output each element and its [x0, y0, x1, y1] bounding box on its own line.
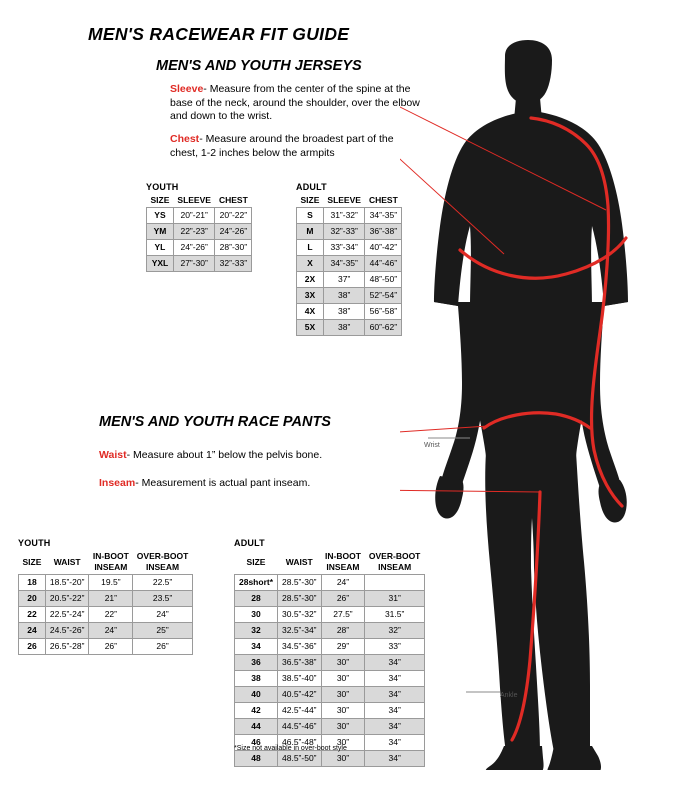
table-adult-pants: [234, 538, 425, 767]
table-row: [235, 655, 425, 671]
measure-cell: 56”-58”: [365, 304, 402, 320]
measure-cell: 30”: [321, 703, 365, 719]
table-row: [19, 591, 193, 607]
measure-cell: 22”: [89, 607, 133, 623]
section-title-pants: MEN'S AND YOUTH RACE PANTS: [99, 414, 331, 430]
size-cell: YL: [147, 240, 174, 256]
note-sleeve: [170, 83, 420, 124]
measure-cell: 28.5”-30”: [278, 575, 322, 591]
note-chest-text: - Measure around the broadest part of the chest, 1-2 inches below the armpits: [170, 133, 394, 159]
size-cell: 28: [235, 591, 278, 607]
note-inseam-keyword: Inseam: [99, 477, 136, 489]
size-cell: 20: [19, 591, 46, 607]
size-cell: 3X: [297, 288, 324, 304]
measure-cell: 60”-62”: [365, 320, 402, 336]
table-row: [297, 256, 402, 272]
size-cell: 5X: [297, 320, 324, 336]
size-cell: YS: [147, 208, 174, 224]
measure-cell: 33”-34”: [323, 240, 365, 256]
measure-cell: 34”: [365, 703, 424, 719]
measure-cell: 30”: [321, 671, 365, 687]
size-cell: 44: [235, 719, 278, 735]
table-adult-pants-label: ADULT: [234, 538, 265, 548]
size-cell: 48: [235, 751, 278, 767]
size-cell: X: [297, 256, 324, 272]
measure-cell: 34”: [365, 655, 424, 671]
measure-cell: 42.5”-44”: [278, 703, 322, 719]
table-row: [235, 671, 425, 687]
measure-cell: 23.5”: [133, 591, 192, 607]
measure-cell: 32”: [365, 623, 424, 639]
size-cell: 22: [19, 607, 46, 623]
measure-cell: 27”-30”: [173, 256, 215, 272]
measure-cell: 24”: [133, 607, 192, 623]
measure-cell: 24”-26”: [173, 240, 215, 256]
table-adult-jersey-grid: [296, 193, 402, 336]
section-title-jerseys: MEN'S AND YOUTH JERSEYS: [156, 58, 362, 74]
measure-cell: 34”-35”: [365, 208, 402, 224]
note-chest: [170, 133, 415, 160]
table-adult-jersey: [296, 182, 402, 336]
size-cell: 30: [235, 607, 278, 623]
table-adult-pants-grid: [234, 549, 425, 767]
table-row: [147, 240, 252, 256]
column-header: IN-BOOT INSEAM: [92, 551, 129, 572]
measure-cell: 38”: [323, 320, 365, 336]
column-header: CHEST: [218, 195, 248, 205]
note-inseam: [99, 477, 409, 491]
measure-cell: 25”: [133, 623, 192, 639]
size-cell: S: [297, 208, 324, 224]
table-row: [147, 208, 252, 224]
size-cell: 46: [235, 735, 278, 751]
table-adult-jersey-label: ADULT: [296, 182, 327, 192]
measure-cell: 38”: [323, 288, 365, 304]
note-waist: [99, 449, 399, 463]
table-row: [235, 639, 425, 655]
measure-cell: 28.5”-30”: [278, 591, 322, 607]
table-row: [19, 623, 193, 639]
measure-cell: 40.5”-42”: [278, 687, 322, 703]
table-row: [235, 751, 425, 767]
measure-cell: 18.5”-20”: [45, 575, 89, 591]
measure-cell: 37”: [323, 272, 365, 288]
size-cell: 36: [235, 655, 278, 671]
column-header: IN-BOOT INSEAM: [325, 551, 361, 572]
measure-cell: 38”: [323, 304, 365, 320]
footnote: *Size not available in over-boot style: [234, 745, 347, 752]
measure-cell: 44.5”-46”: [278, 719, 322, 735]
page-title: MEN'S RACEWEAR FIT GUIDE: [88, 24, 350, 44]
measure-cell: 34”: [365, 671, 424, 687]
note-inseam-text: - Measurement is actual pant inseam.: [135, 477, 311, 489]
measure-cell: 33”: [365, 639, 424, 655]
size-cell: M: [297, 224, 324, 240]
measure-cell: 34”-35”: [323, 256, 365, 272]
size-cell: 26: [19, 639, 46, 655]
size-cell: 42: [235, 703, 278, 719]
table-row: [19, 639, 193, 655]
measure-cell: 46.5”-48”: [278, 735, 322, 751]
table-row: [297, 208, 402, 224]
measure-cell: 28”-30”: [215, 240, 252, 256]
measure-cell: 48”-50”: [365, 272, 402, 288]
size-cell: L: [297, 240, 324, 256]
size-cell: YXL: [147, 256, 174, 272]
column-header: CHEST: [368, 195, 398, 205]
size-cell: 38: [235, 671, 278, 687]
measure-cell: 26.5”-28”: [45, 639, 89, 655]
table-youth-pants: [18, 538, 193, 655]
measure-cell: 34”: [365, 687, 424, 703]
note-waist-keyword: Waist: [99, 449, 127, 461]
measure-cell: 34”: [365, 751, 424, 767]
measure-cell: 48.5”-50”: [278, 751, 322, 767]
table-row: [235, 703, 425, 719]
figure-svg: [400, 40, 686, 770]
column-header: WAIST: [285, 556, 313, 567]
measure-cell: 24”: [321, 575, 365, 591]
measure-cell: 22.5”: [133, 575, 192, 591]
table-row: [235, 591, 425, 607]
size-cell: YM: [147, 224, 174, 240]
measure-cell: 34.5”-36”: [278, 639, 322, 655]
measure-cell: 24”: [89, 623, 133, 639]
column-header: SIZE: [300, 195, 320, 205]
note-chest-keyword: Chest: [170, 133, 200, 145]
measure-cell: 26”: [89, 639, 133, 655]
column-header: OVER-BOOT INSEAM: [368, 551, 421, 572]
column-header: SIZE: [22, 556, 42, 567]
note-sleeve-text: - Measure from the center of the spine at the base of the neck, around the shoulder, over the elbow and down to the wrist.: [170, 83, 420, 122]
measure-cell: 20.5”-22”: [45, 591, 89, 607]
table-row: [297, 272, 402, 288]
size-cell: 34: [235, 639, 278, 655]
note-sleeve-keyword: Sleeve: [170, 83, 204, 95]
measure-cell: 22.5”-24”: [45, 607, 89, 623]
measure-cell: 30”: [321, 751, 365, 767]
size-cell: 4X: [297, 304, 324, 320]
column-header: WAIST: [53, 556, 81, 567]
table-row: [147, 224, 252, 240]
table-row: [19, 575, 193, 591]
measure-cell: 30”: [321, 655, 365, 671]
measure-cell: 19.5”: [89, 575, 133, 591]
measure-cell: 28”: [321, 623, 365, 639]
measure-cell: 31”: [365, 591, 424, 607]
table-row: [235, 607, 425, 623]
measure-cell: 36”-38”: [365, 224, 402, 240]
measure-cell: 38.5”-40”: [278, 671, 322, 687]
size-cell: 24: [19, 623, 46, 639]
measure-cell: 22”-23”: [173, 224, 215, 240]
size-cell: 2X: [297, 272, 324, 288]
table-row: [297, 320, 402, 336]
measure-cell: 31”-32”: [323, 208, 365, 224]
measure-cell: 32”-33”: [215, 256, 252, 272]
column-header: SLEEVE: [177, 195, 211, 205]
measure-cell: 20”-22”: [215, 208, 252, 224]
table-row: [297, 224, 402, 240]
column-header: SIZE: [150, 195, 170, 205]
measure-cell: 40”-42”: [365, 240, 402, 256]
table-row: [235, 623, 425, 639]
table-youth-pants-label: YOUTH: [18, 538, 51, 548]
table-youth-jersey: [146, 182, 252, 272]
measure-cell: 30”: [321, 687, 365, 703]
table-row: [297, 304, 402, 320]
table-row: [235, 575, 425, 591]
measure-cell: 32”-33”: [323, 224, 365, 240]
callout-label-ankle: Ankle: [500, 692, 518, 699]
measure-cell: 34”: [365, 735, 424, 751]
table-youth-pants-grid: [18, 549, 193, 655]
measure-cell: 24”-26”: [215, 224, 252, 240]
measure-cell: 27.5”: [321, 607, 365, 623]
male-figure-illustration: [400, 40, 686, 770]
measure-cell: 30”: [321, 719, 365, 735]
table-row: [147, 256, 252, 272]
size-cell: 18: [19, 575, 46, 591]
measure-cell: 30.5”-32”: [278, 607, 322, 623]
measure-cell: 31.5”: [365, 607, 424, 623]
measure-cell: 24.5”-26”: [45, 623, 89, 639]
table-row: [297, 240, 402, 256]
measure-cell: 29”: [321, 639, 365, 655]
measure-cell: 21”: [89, 591, 133, 607]
column-header: SLEEVE: [327, 195, 361, 205]
table-row: [235, 719, 425, 735]
measure-cell: 32.5”-34”: [278, 623, 322, 639]
table-row: [19, 607, 193, 623]
size-cell: 40: [235, 687, 278, 703]
measure-cell: 44”-46”: [365, 256, 402, 272]
column-header: OVER-BOOT INSEAM: [136, 551, 189, 572]
callout-label-wrist: Wrist: [424, 442, 440, 449]
measure-cell: 52”-54”: [365, 288, 402, 304]
measure-cell: 20”-21”: [173, 208, 215, 224]
table-youth-jersey-grid: [146, 193, 252, 272]
table-row: [235, 687, 425, 703]
note-waist-text: - Measure about 1” below the pelvis bone.: [126, 449, 323, 461]
table-youth-jersey-label: YOUTH: [146, 182, 179, 192]
measure-cell: 34”: [365, 719, 424, 735]
column-header: SIZE: [246, 556, 266, 567]
size-cell: 28short*: [235, 575, 278, 591]
measure-cell: 26”: [321, 591, 365, 607]
measure-cell: 30”: [321, 735, 365, 751]
measure-cell: 26”: [133, 639, 192, 655]
table-row: [297, 288, 402, 304]
measure-cell: 36.5”-38”: [278, 655, 322, 671]
size-cell: 32: [235, 623, 278, 639]
